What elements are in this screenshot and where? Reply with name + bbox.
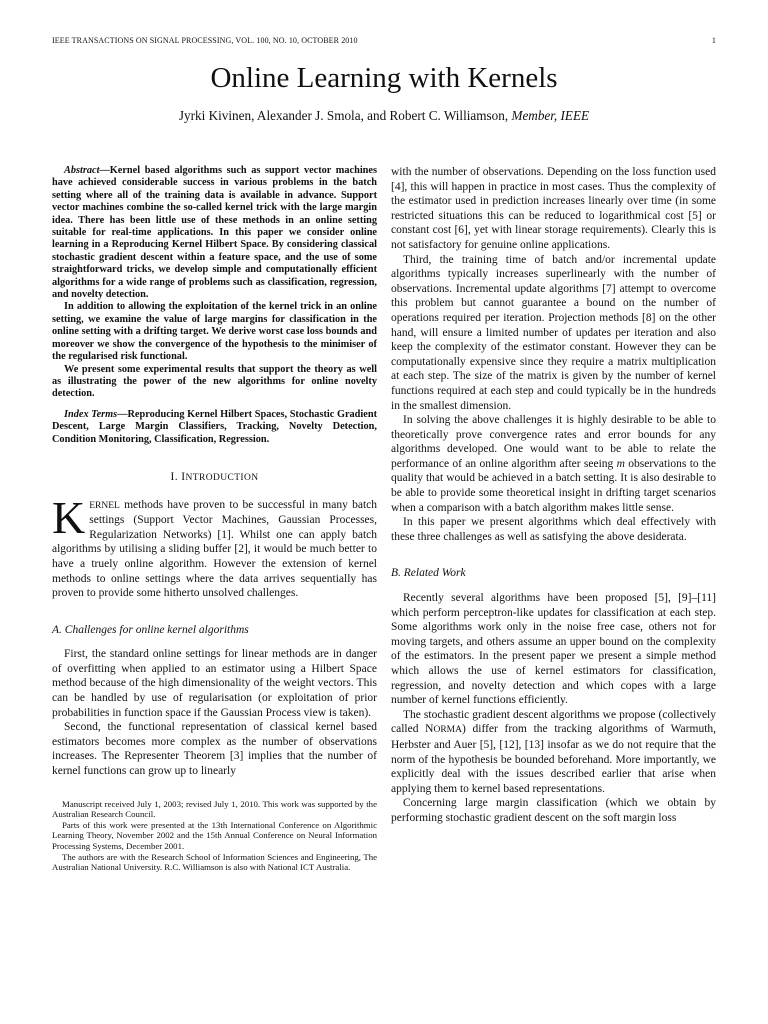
abstract-label: Abstract — [64, 165, 100, 176]
right-column — [391, 165, 716, 826]
abstract-p1: Kernel based algorithms such as support vector machines have achieved considerable success in various problems in the batch setting where all of the training data is available in advance. Support vector machines combine the so-called kernel trick with the large margin idea. There has been little use of these methods in an online setting suitable for real-time applications. In this paper we consider online learning in a Reproducing Kernel Hilbert Space. By considering classical stochastic gradient descent within a feature space, and the use of some straightforward tricks, we develop simple and computationally efficient algorithms for a wide range of problems such as classification, regression, and novelty detection. — [52, 165, 377, 301]
challenges-p1: First, the standard online settings for linear methods are in danger of overfitting when applied to an estimator using a Hilbert Space method because of the high dimensionality of the weight vectors. This can be handled by use of regularisation (or exploitation of prior probabilities in function space if the Gaussian Process view is taken). — [52, 648, 377, 719]
challenges-p2: Second, the functional representation of classical kernel based estimators becomes more complex as the number of observations increases. The Representer Theorem [3] implies that the number of kernel functions can grow up to linearly — [52, 721, 377, 778]
running-head — [52, 36, 716, 45]
index-terms-label: Index Terms — [64, 408, 118, 420]
right-p5: Recently several algorithms have been proposed [5], [9]–[11] which perform perceptron-like updates for classification at each step. Some algorithms work only in the noise free case, others not for moving targets, and others assume an upper bound on the complexity of the estimators. In the present paper we present a simple method which allows the use of kernel estimators for classification, regression, and novelty detection and which copes with a large number of kernel functions efficiently. — [391, 592, 716, 707]
paper-title: Online Learning with Kernels — [210, 62, 558, 94]
drop-cap: K — [52, 491, 86, 543]
page-number: 1 — [711, 36, 716, 45]
abstract-p2: In addition to allowing the exploitation of the kernel trick in an online setting, we examine the value of large margins for classification in the online setting with a drifting target. We derive worst case loss bounds and moreover we show the convergence of the hypothesis to the minimiser of the regularised risk functional. — [52, 301, 377, 363]
subsection-heading-challenges: A. Challenges for online kernel algorithms — [52, 623, 249, 636]
footnote — [52, 799, 377, 873]
author-line — [0, 108, 768, 124]
footnote-3: The authors are with the Research School of Information Sciences and Engineering, The Australian National University. R.C. Williamson is also with National ICT Australia. — [52, 851, 377, 873]
right-p1: with the number of observations. Depending on the loss function used [4], this will happen in practice in most cases. Thus the complexity of the estimator used in prediction increases linearly over time (in some restricted situations this can be reduced to logarithmical cost [5] or constant cost [6], yet with linear storage requirements). Clearly this is not satisfactory for genuine online applications. — [391, 166, 716, 251]
norma-name: NORMA — [425, 723, 462, 736]
footnote-1: Manuscript received July 1, 2003; revised July 1, 2010. This work was supported by the Australian Research Council. — [52, 798, 377, 820]
section-heading-introduction: I. INTRODUCTION — [170, 470, 259, 483]
author-names: Jyrki Kivinen, Alexander J. Smola, and Robert C. Williamson, — [178, 108, 509, 123]
abstract: Abstract—Kernel based algorithms such as support vector machines have achieved considerable success in various problems in the batch setting where all of the training data is available in advance. Support vector machines combine the so-called kernel trick with the large margin idea. There has been little use of these methods in an online setting suitable for real-time applications. In this paper we consider online learning in a Reproducing Kernel Hilbert Space. By considering classical stochastic gradient descent within a feature space, and the use of some straightforward tricks, we develop simple and computationally efficient algorithms for a wide range of problems such as classification, regression, and novelty detection. In addition to allowing the exploitation of the kernel trick in an online setting, we examine the value of large margins for classification in the online setting with a drifting target. We derive worst case loss bounds and moreover we show the convergence of the hypothesis to the minimiser of the regularised risk functional. We present some experimental results that support the theory as well as illustrating the power of the new algorithms for online novelty detection. — [52, 165, 377, 400]
author-membership: Member, IEEE — [511, 108, 590, 123]
left-column — [52, 165, 377, 873]
intro-caps-word: ERNEL — [89, 500, 120, 511]
intro-paragraph — [52, 491, 377, 601]
right-p6: The stochastic gradient descent algorithms we propose (collectively called NORMA) differ from the tracking algorithms of Warmuth, Herbster and Auer [5], [12], [13] insofar as we do not require that the norm of the hypothesis be bounded beforehand. More importantly, we explicitly deal with the issues described earlier that arise when applying them to kernel based representations. — [391, 708, 717, 795]
right-p2: Third, the training time of batch and/or incremental update algorithms typically increases superlinearly with the number of observations. Incremental update algorithms [7] attempt to overcome this problem but cannot guarantee a bound on the number of operations required per iteration. Projection methods [8] on the other hand, will ensure a limited number of updates per iteration and also keep the complexity of the estimator constant. However they can be computationally expensive since they require a matrix multiplication at each step. The size of the matrix is given by the number of kernel functions required at each step and could typically be in the hundreds in the smallest dimension. — [391, 253, 716, 412]
right-p3: In solving the above challenges it is highly desirable to be able to theoretically prove convergence rates and error bounds for any algorithms developed. One would want to be able to relate the performance of an online algorithm after seeing m observations to the quality that would be achieved in a batch setting. It is also desirable to be able to provide some theoretical insight in drifting target scenarios when a comparison with a batch algorithm makes little sense. — [391, 414, 716, 514]
math-m: m — [616, 457, 625, 470]
right-p7: Concerning large margin classification (which we obtain by performing stochastic gradient descent on the soft margin loss — [391, 797, 716, 824]
intro-text: methods have proven to be successful in many batch settings (Support Vector Machines, Gaussian Processes, Regularization Networks) [1]. Whilst one can apply batch algorithms by utilising a sliding buffer [2], it would be much better to have a truely online algorithm. However the extension of kernel methods to online settings where the data arrives sequentially has proven to provide some hitherto unsolved challenges. — [52, 498, 377, 600]
journal-name: IEEE TRANSACTIONS ON SIGNAL PROCESSING, VOL. 100, NO. 10, OCTOBER 2010 — [52, 36, 358, 45]
subsection-heading-related-work: B. Related Work — [391, 567, 466, 580]
index-terms: Index Terms—Reproducing Kernel Hilbert Spaces, Stochastic Gradient Descent, Large Margin Classifiers, Tracking, Novelty Detection, Condition Monitoring, Classification, Regression. — [52, 408, 377, 445]
right-p4: In this paper we present algorithms which deal effectively with these three challenges as well as satisfying the above desiderata. — [391, 516, 716, 543]
index-terms-text: Reproducing Kernel Hilbert Spaces, Stochastic Gradient Descent, Large Margin Classifiers, Tracking, Novelty Detection, Condition Monitoring, Classification, Regression. — [52, 408, 377, 445]
footnote-2: Parts of this work were presented at the 13th International Conference on Algorithmic Learning Theory, November 2002 and the 15th Annual Conference on Neural Information Processing Systems, December 2001. — [52, 819, 377, 851]
abstract-p3: We present some experimental results that support the theory as well as illustrating the power of the new algorithms for online novelty detection. — [52, 363, 377, 400]
